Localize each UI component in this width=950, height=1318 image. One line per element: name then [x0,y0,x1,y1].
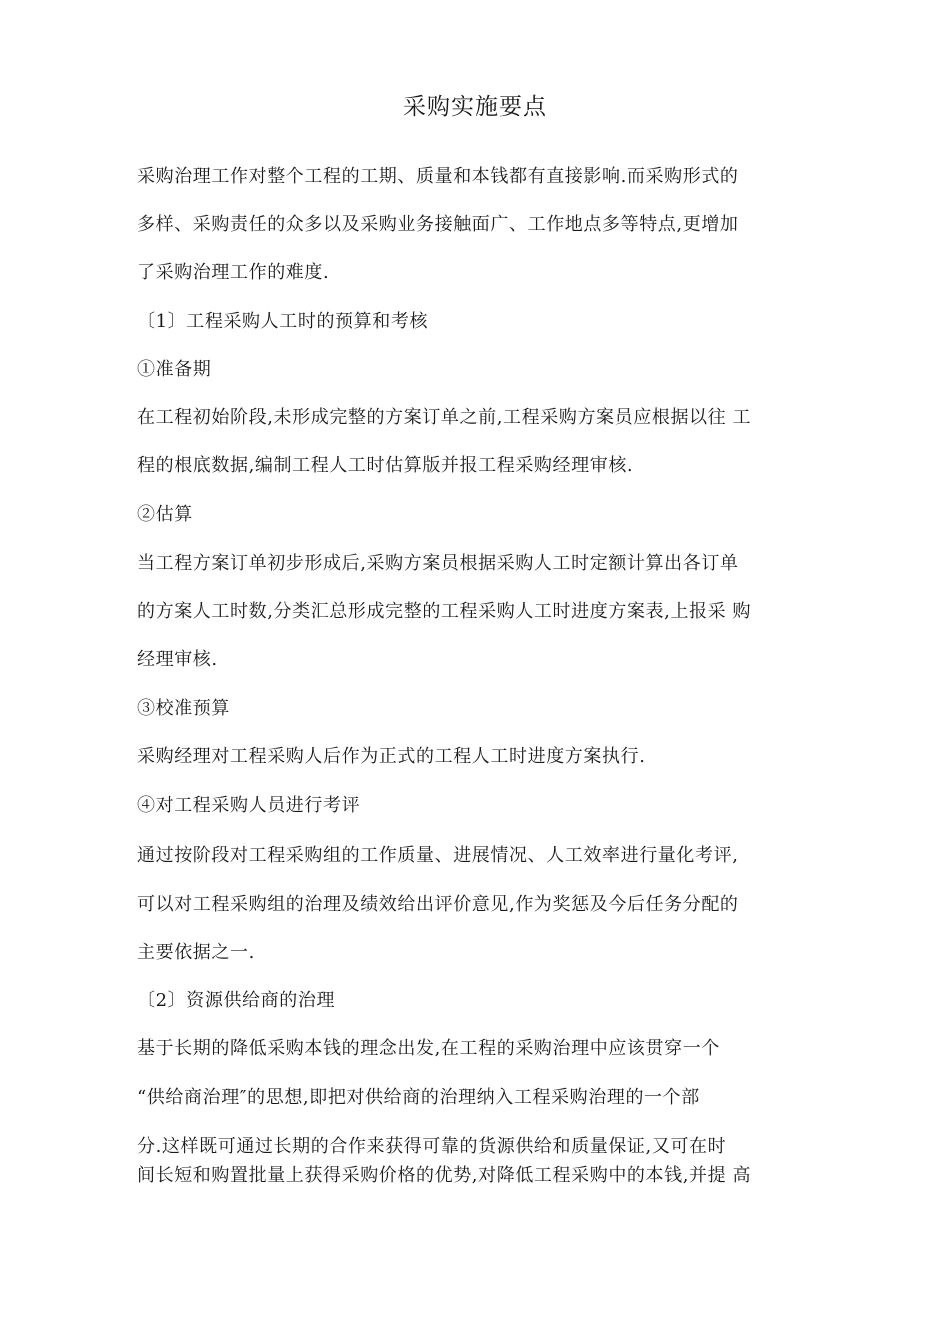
paragraph-line: 采购治理工作对整个工程的工期、质量和本钱都有直接影响.而采购形式的 [137,166,739,187]
document-title: 采购实施要点 [403,94,547,120]
subsection-heading: ②估算 [137,504,193,525]
paragraph-line: 通过按阶段对工程采购组的工作质量、进展情况、人工效率进行量化考评, [137,845,739,866]
paragraph-line: 了采购治理工作的难度. [137,262,330,283]
subsection-heading: ③校准预算 [137,698,230,719]
section-heading: 〔2〕资源供给商的治理 [137,990,336,1011]
paragraph-line: 经理审核. [137,649,218,670]
paragraph-line: 当工程方案订单初步形成后,采购方案员根据采购人工时定额计算出各订单 [137,553,739,574]
paragraph-line: 在工程初始阶段,未形成完整的方案订单之前,工程采购方案员应根据以往 工 [137,407,752,428]
paragraph-line: 可以对工程采购组的治理及绩效给出评价意见,作为奖惩及今后任务分配的 [137,894,739,915]
paragraph-line: 间长短和购置批量上获得采购价格的优势,对降低工程采购中的本钱,并提 高 [137,1165,752,1186]
paragraph-line: 多样、采购责任的众多以及采购业务接触面广、工作地点多等特点,更增加 [137,214,739,235]
paragraph-line: “供给商治理″的思想,即把对供给商的治理纳入工程采购治理的一个部 [137,1087,700,1108]
paragraph-line: 的方案人工时数,分类汇总形成完整的工程采购人工时进度方案表,上报采 购 [137,601,752,622]
paragraph-line: 采购经理对工程采购人后作为正式的工程人工时进度方案执行. [137,746,646,767]
paragraph-line: 分.这样既可通过长期的合作来获得可靠的货源供给和质量保证,又可在时 [137,1136,727,1157]
paragraph-line: 程的根底数据,编制工程人工时估算版并报工程采购经理审核. [137,455,634,476]
section-heading: 〔1〕工程采购人工时的预算和考核 [137,311,429,332]
subsection-heading: ①准备期 [137,359,212,380]
paragraph-line: 主要依据之一. [137,942,255,963]
paragraph-line: 基于长期的降低采购本钱的理念出发,在工程的采购治理中应该贯穿一个 [137,1038,720,1059]
subsection-heading: ④对工程采购人员进行考评 [137,795,361,816]
